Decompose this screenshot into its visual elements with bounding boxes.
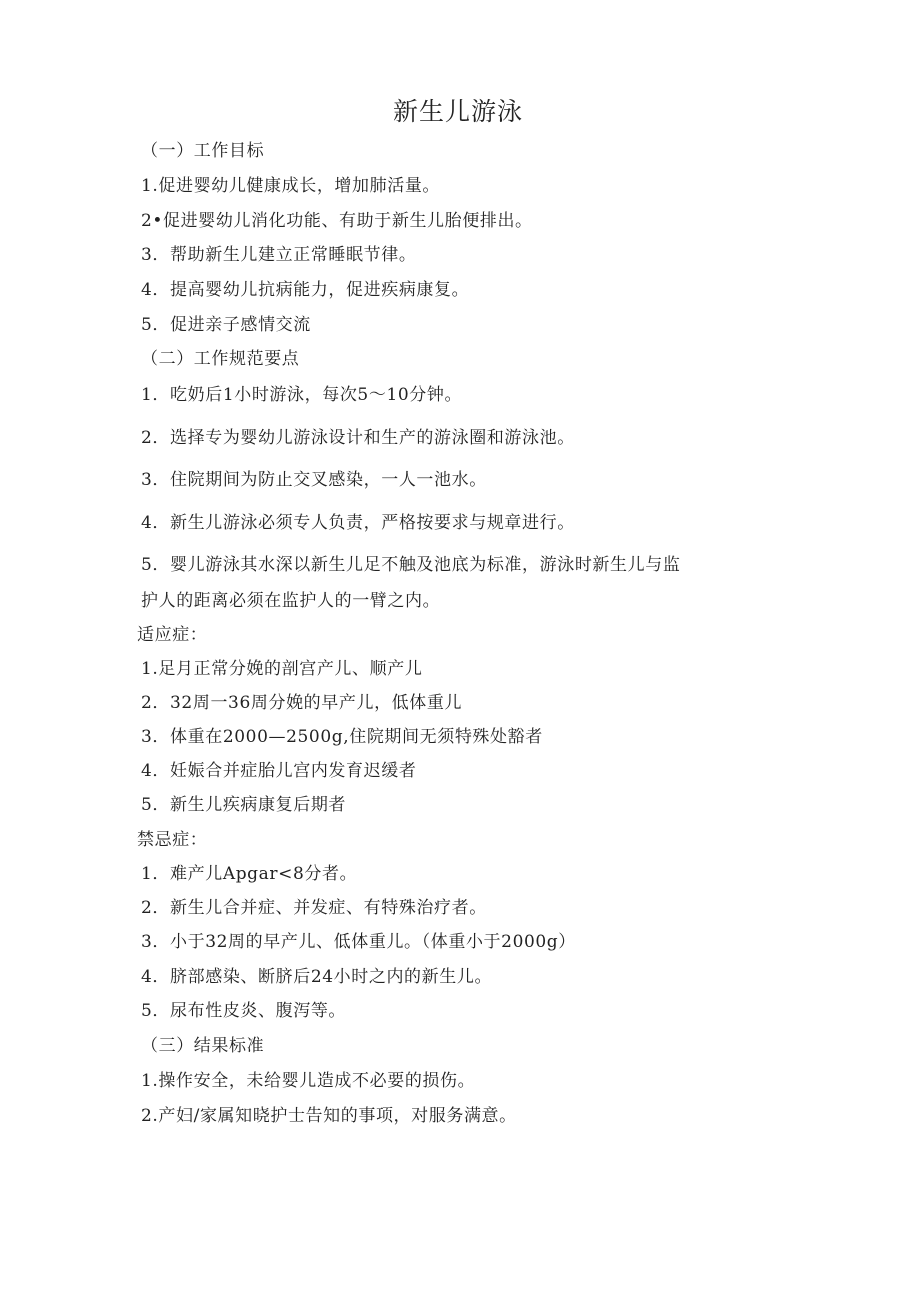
indications-heading: 适应症：	[137, 625, 208, 645]
indication-item: 1.足月正常分娩的剖宫产儿、顺产儿	[141, 659, 423, 679]
indication-item: 5．新生儿疾病康复后期者	[141, 795, 347, 815]
indication-item: 2．32周一36周分娩的早产儿，低体重儿	[141, 693, 463, 713]
norm-item: 3．住院期间为防止交叉感染，一人一池水。	[141, 470, 487, 490]
contraindication-item: 4．脐部感染、断脐后24小时之内的新生儿。	[141, 967, 493, 987]
result-item: 1.操作安全，未给婴儿造成不必要的损伤。	[141, 1071, 476, 1091]
norm-item: 5．婴儿游泳其水深以新生儿足不触及池底为标准，游泳时新生儿与监	[141, 555, 681, 575]
result-item: 2.产妇/家属知晓护士告知的事项，对服务满意。	[141, 1106, 517, 1126]
indication-item: 4．妊娠合并症胎儿宫内发育迟缓者	[141, 761, 417, 781]
norm-item-continued: 护人的距离必须在监护人的一臂之内。	[141, 591, 441, 611]
goal-item: 4．提高婴幼儿抗病能力，促进疾病康复。	[141, 280, 470, 300]
goal-item: 5．促进亲子感情交流	[141, 315, 311, 335]
document-title: 新生儿游泳	[392, 97, 523, 126]
section-heading-norms: （二）工作规范要点	[141, 349, 300, 369]
goal-item: 1.促进婴幼儿健康成长，增加肺活量。	[141, 176, 441, 196]
contraindication-item: 5．尿布性皮炎、腹泻等。	[141, 1001, 347, 1021]
section-heading-goals: （一）工作目标	[141, 141, 265, 161]
contraindication-item: 1．难产儿Apgar<8分者。	[141, 864, 358, 884]
contraindications-heading: 禁忌症：	[137, 830, 208, 850]
goal-item: 2•促进婴幼儿消化功能、有助于新生儿胎便排出。	[141, 211, 533, 231]
norm-item: 4．新生儿游泳必须专人负责，严格按要求与规章进行。	[141, 513, 575, 533]
indication-item: 3．体重在2000—2500g,住院期间无须特殊处豁者	[141, 727, 543, 747]
contraindication-item: 3．小于32周的早产儿、低体重儿。（体重小于2000g）	[141, 932, 576, 952]
norm-item: 1．吃奶后1小时游泳，每次5～10分钟。	[141, 385, 463, 405]
section-heading-results: （三）结果标准	[141, 1036, 265, 1056]
goal-item: 3．帮助新生儿建立正常睡眠节律。	[141, 245, 417, 265]
norm-item: 2．选择专为婴幼儿游泳设计和生产的游泳圈和游泳池。	[141, 428, 575, 448]
contraindication-item: 2．新生儿合并症、并发症、有特殊治疗者。	[141, 898, 487, 918]
